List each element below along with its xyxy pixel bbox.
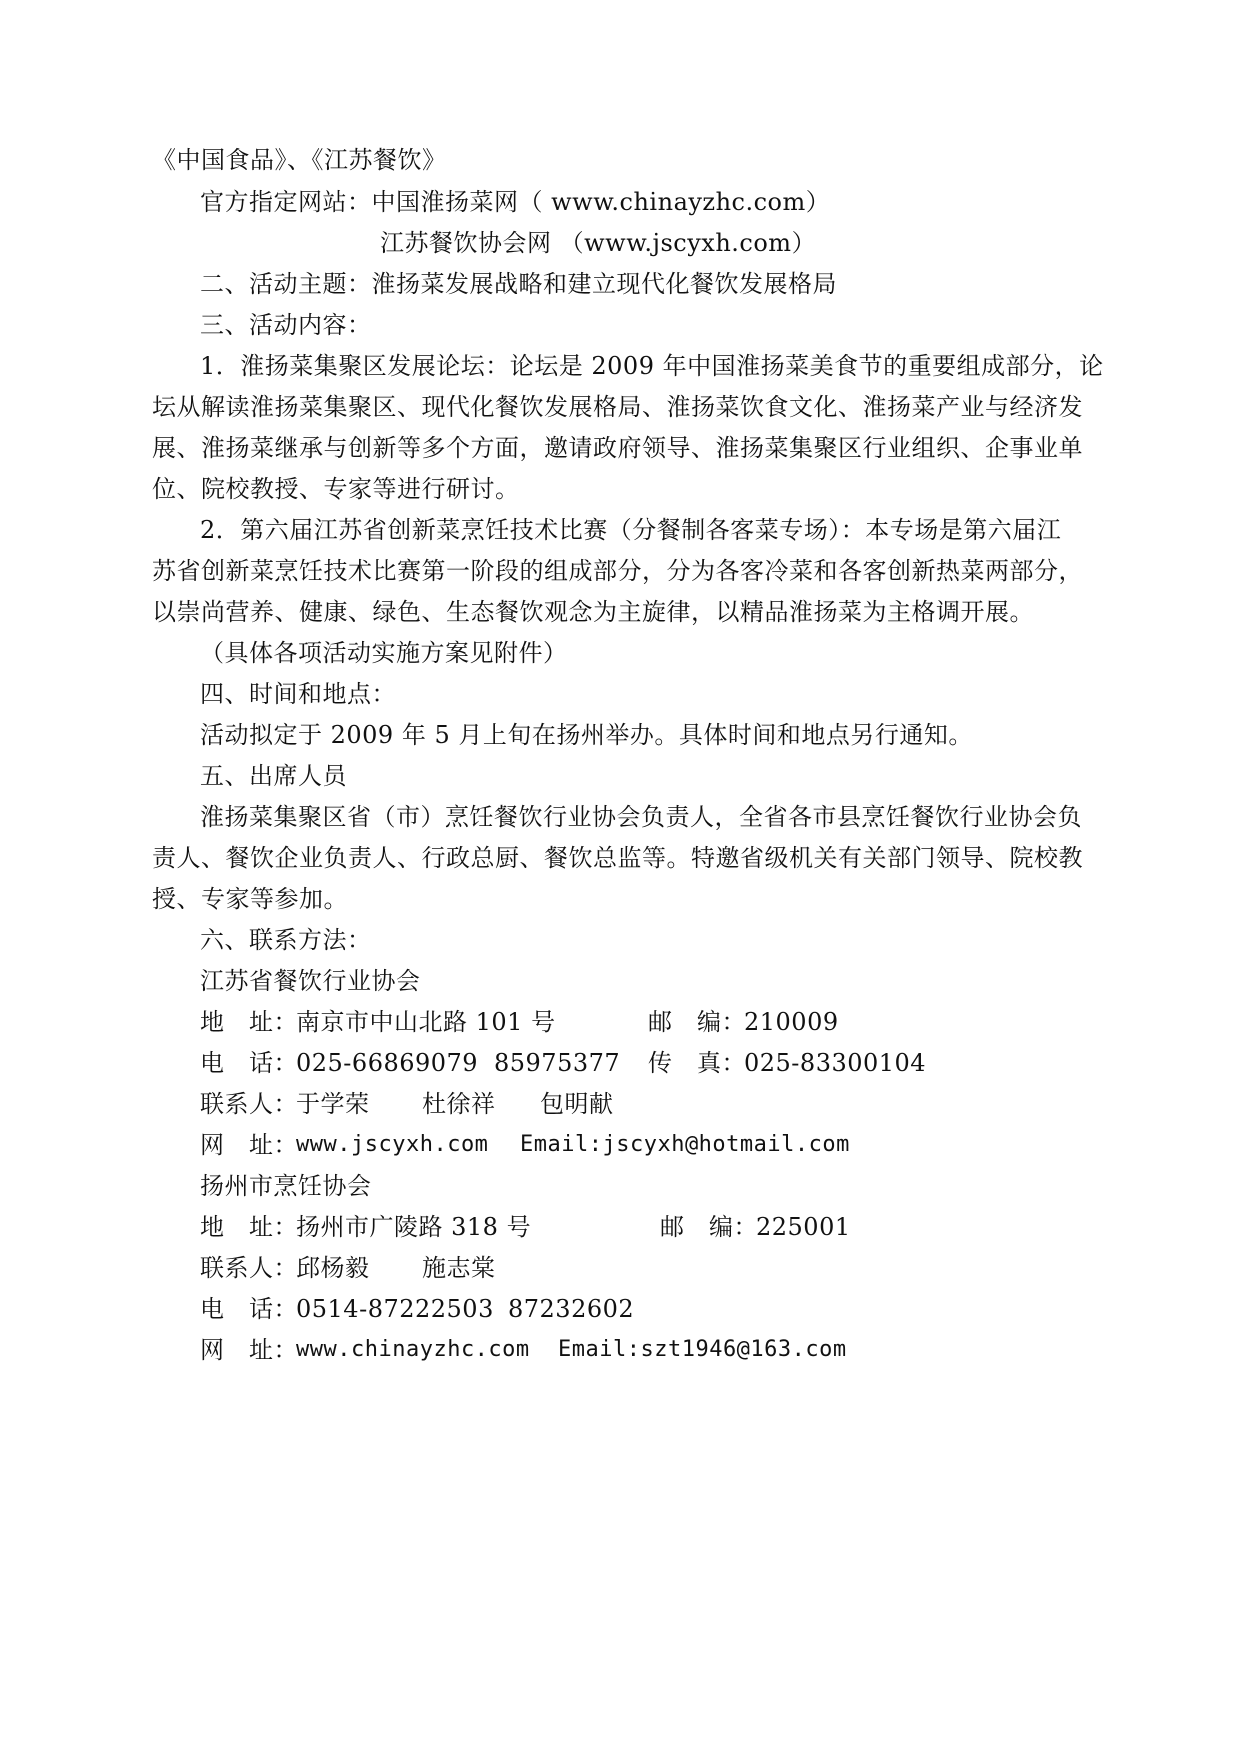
paragraph-forum-line-2: 坛从解读淮扬菜集聚区、现代化餐饮发展格局、淮扬菜饮食文化、淮扬菜产业与经济发: [152, 393, 1083, 421]
contact-person-label: 联系人：: [200, 1090, 298, 1118]
contact-person-3: 包明献: [540, 1090, 614, 1118]
publication-line: 《中国食品》、《江苏餐饮》: [152, 146, 447, 174]
contact-person-2: 杜徐祥: [422, 1090, 496, 1118]
web-link[interactable]: www.chinayzhc.com: [296, 1337, 530, 1362]
paragraph-attendees-line-3: 授、专家等参加。: [152, 885, 348, 913]
address-value: 扬州市广陵路 318 号: [296, 1213, 532, 1241]
contact-person-1: 于学荣: [296, 1090, 370, 1118]
fax-label: 传 真：: [648, 1049, 746, 1077]
paragraph-forum-line-1: 1．淮扬菜集聚区发展论坛：论坛是 2009 年中国淮扬菜美食节的重要组成部分，论: [200, 352, 1104, 380]
phone-value-1: 025-66869079: [296, 1049, 479, 1077]
contact-org-yangzhou: 扬州市烹饪协会: [200, 1172, 372, 1200]
paragraph-competition-line-3: 以崇尚营养、健康、绿色、生态餐饮观念为主旋律，以精品淮扬菜为主格调开展。: [152, 598, 1034, 626]
official-website-line: 官方指定网站：中国淮扬菜网（ www.chinayzhc.com）: [200, 188, 831, 216]
address-label: 地 址：: [200, 1213, 298, 1241]
paragraph-attendees-line-1: 淮扬菜集聚区省（市）烹饪餐饮行业协会负责人，全省各市县烹饪餐饮行业协会负: [200, 803, 1082, 831]
phone-label: 电 话：: [200, 1049, 298, 1077]
contact-person-2: 施志棠: [422, 1254, 496, 1282]
section-content-heading: 三、活动内容：: [200, 311, 372, 339]
appendix-note: （具体各项活动实施方案见附件）: [200, 639, 568, 667]
email-link[interactable]: Email:szt1946@163.com: [558, 1337, 847, 1362]
section-contact-heading: 六、联系方法：: [200, 926, 372, 954]
paragraph-forum-line-3: 展、淮扬菜继承与创新等多个方面，邀请政府领导、淮扬菜集聚区行业组织、企事业单: [152, 434, 1083, 462]
association-website-line: 江苏餐饮协会网 （www.jscyxh.com）: [380, 229, 817, 257]
postcode-value: 225001: [756, 1213, 851, 1241]
section-theme: 二、活动主题：淮扬菜发展战略和建立现代化餐饮发展格局: [200, 270, 837, 298]
phone-value-2: 87232602: [508, 1295, 635, 1323]
phone-value-1: 0514-87222503: [296, 1295, 494, 1323]
paragraph-forum-line-4: 位、院校教授、专家等进行研讨。: [152, 475, 520, 503]
time-place-text: 活动拟定于 2009 年 5 月上旬在扬州举办。具体时间和地点另行通知。: [200, 721, 973, 749]
web-link[interactable]: www.jscyxh.com: [296, 1132, 489, 1157]
contact-person-1: 邱杨毅: [296, 1254, 370, 1282]
contact-person-label: 联系人：: [200, 1254, 298, 1282]
postcode-label: 邮 编：: [660, 1213, 758, 1241]
fax-value: 025-83300104: [744, 1049, 927, 1077]
contact-org-jiangsu: 江苏省餐饮行业协会: [200, 967, 421, 995]
section-attendees-heading: 五、出席人员: [200, 762, 347, 790]
web-label: 网 址：: [200, 1336, 298, 1364]
address-label: 地 址：: [200, 1008, 298, 1036]
phone-value-2: 85975377: [494, 1049, 621, 1077]
phone-label: 电 话：: [200, 1295, 298, 1323]
address-value: 南京市中山北路 101 号: [296, 1008, 556, 1036]
postcode-label: 邮 编：: [648, 1008, 746, 1036]
email-link[interactable]: Email:jscyxh@hotmail.com: [520, 1132, 850, 1157]
section-time-place-heading: 四、时间和地点：: [200, 680, 396, 708]
paragraph-competition-line-2: 苏省创新菜烹饪技术比赛第一阶段的组成部分，分为各客冷菜和各客创新热菜两部分，: [152, 557, 1083, 585]
postcode-value: 210009: [744, 1008, 839, 1036]
paragraph-attendees-line-2: 责人、餐饮企业负责人、行政总厨、餐饮总监等。特邀省级机关有关部门领导、院校教: [152, 844, 1083, 872]
web-label: 网 址：: [200, 1131, 298, 1159]
paragraph-competition-line-1: 2．第六届江苏省创新菜烹饪技术比赛（分餐制各客菜专场）：本专场是第六届江: [200, 516, 1062, 544]
